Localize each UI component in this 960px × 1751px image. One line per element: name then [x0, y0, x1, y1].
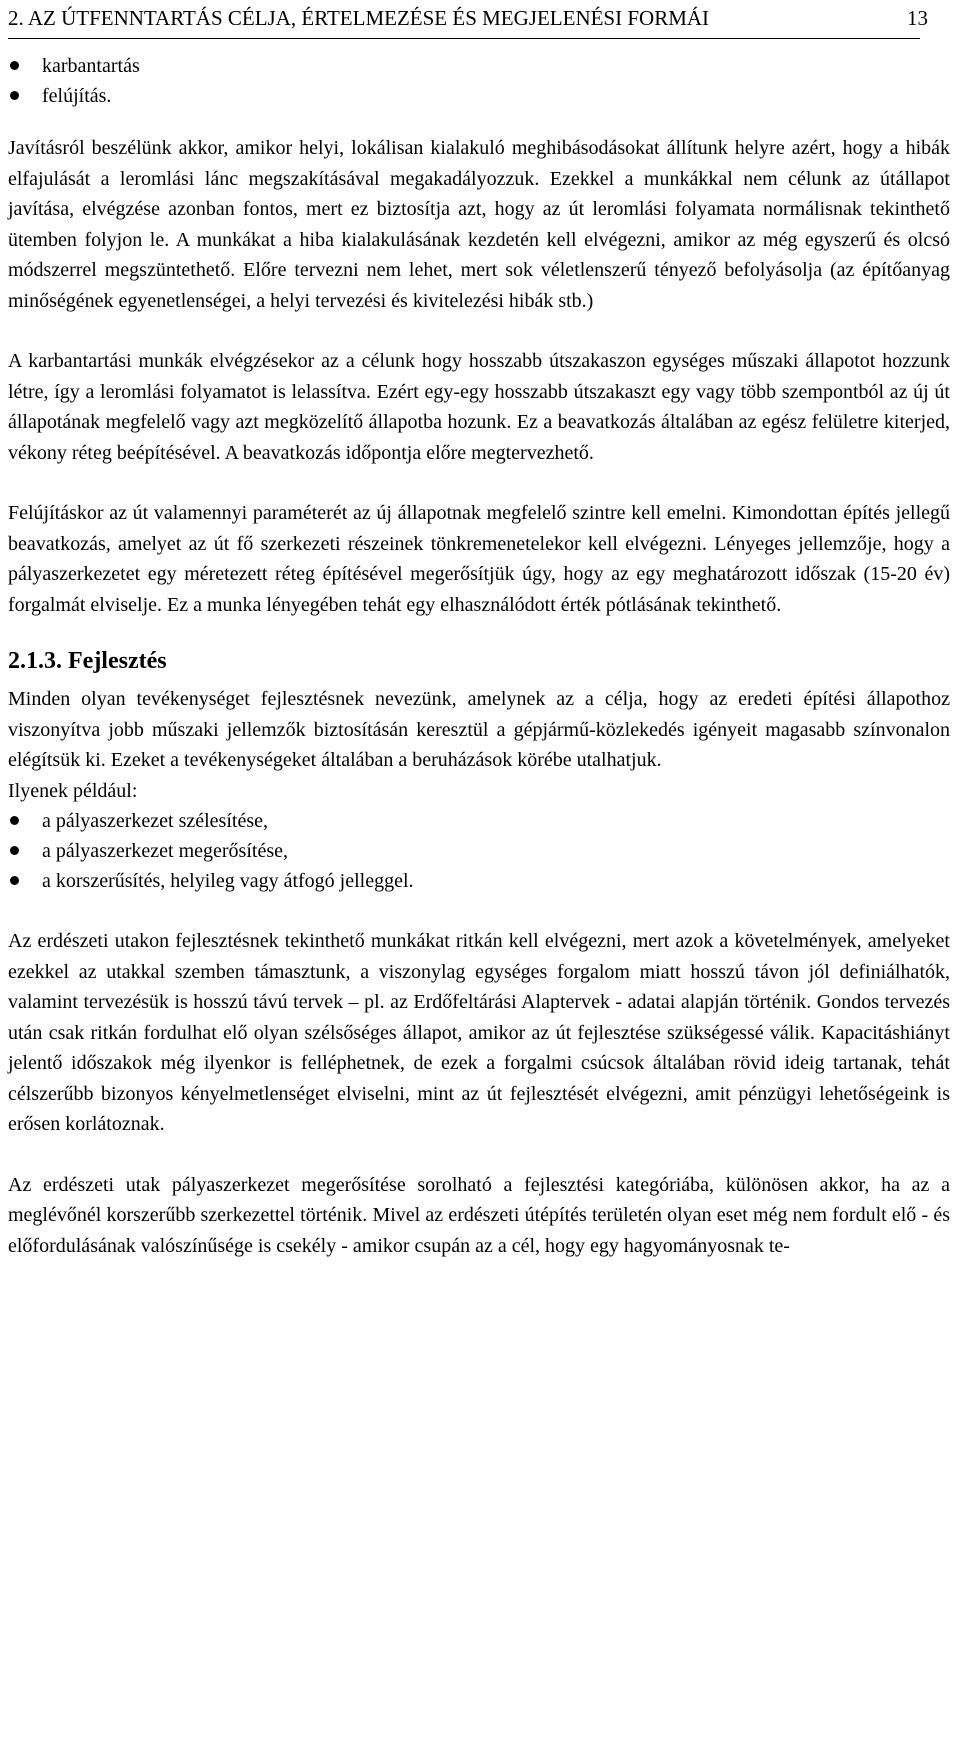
paragraph-erdeszeti-utak: Az erdészeti utakon fejlesztésnek tekinthető munkákat ritkán kell elvégezni, mert azok a követelmények, amelyeket ezekkel az utakkal szemben támasztunk, a viszonylag egységes forgalom miatt hosszú távon jól definiálhatók, valamint tervezésük is hosszú távú tervek – pl. az Erdőfeltárási Alaptervek - adatai alapján történik. Gondos tervezés után csak ritkán fordulhat elő olyan szélsőséges állapot, amikor az út fejlesztése szükségessé válik. Kapacitáshiányt jelentő időszakok még ilyenkor is felléphetnek, de ezek a forgalmi csúcsok általában rövid ideig tartanak, tehát célszerűbb bizonyos kényelmetlenséget elviselni, mint az út fejlesztését elvégezni, amit pénzügyi lehetőségeink is erősen korlátoznak. — [8, 930, 950, 1135]
list-item: karbantartás — [8, 51, 950, 81]
paragraph-karbantartas: A karbantartási munkák elvégzésekor az a célunk hogy hosszabb útszakaszon egységes műszaki állapotot hozzunk létre, így a leromlási folyamatot is lelassítva. Ezért egy-egy hosszabb útszakaszt egy vagy több szempontból az új út állapotának megfelelő vagy azt megközelítő állapotba hozunk. Ez a beavatkozás általában az egész felületre kiterjed, vékony réteg beépítésével. A beavatkozás időpontja előre megtervezhető. — [8, 350, 950, 464]
page-number: 13 — [907, 6, 928, 30]
paragraph-javitas: Javításról beszélünk akkor, amikor helyi, lokálisan kialakuló meghibásodásokat állítunk helyre azért, hogy a hibák elfajulását a leromlási lánc megszakításával megakadályozzuk. Ezekkel a munkákkal nem célunk az útállapot javítása, elvégzése azonban fontos, mert ez biztosítja azt, hogy az út leromlási folyamata normálisnak tekinthető ütemben folyjon le. A munkákat a hiba kialakulásának kezdetén kell elvégezni, amikor az még egyszerű és olcsó módszerrel megszüntethető. Előre tervezni nem lehet, mert sok véletlenszerű tényező befolyásolja (az építőanyag minőségének egyenetlenségei, a helyi tervezési és kivitelezési hibák stb.) — [8, 137, 950, 312]
list-item: a pályaszerkezet szélesítése, — [8, 806, 950, 836]
chapter-title: 2. AZ ÚTFENNTARTÁS CÉLJA, ÉRTELMEZÉSE ÉS MEGJELENÉSI FORMÁI — [8, 6, 710, 30]
list-item: a korszerűsítés, helyileg vagy átfogó jelleggel. — [8, 866, 950, 896]
examples-label: Ilyenek például: — [8, 779, 138, 802]
list-item: a pályaszerkezet megerősítése, — [8, 836, 950, 866]
maintenance-types-list — [8, 51, 950, 111]
paragraph-fejlesztes-intro: Minden olyan tevékenységet fejlesztésnek nevezünk, amelynek az a célja, hogy az eredeti építési állapothoz viszonyítva jobb műszaki jellemzők biztosításán keresztül a gépjármű-közlekedés igényeit magasabb színvonalon elégítsük ki. Ezeket a tevékenységeket általában a beruházások körébe utalhatjuk. — [8, 688, 950, 771]
development-examples-list — [8, 806, 950, 896]
list-item: felújítás. — [8, 81, 950, 111]
section-heading: 2.1.3. Fejlesztés — [8, 648, 167, 674]
running-header — [8, 0, 928, 39]
paragraph-felujitas: Felújításkor az út valamennyi paraméterét az új állapotnak megfelelő szintre kell emelni. Kimondottan építés jellegű beavatkozás, amelyet az út fő szerkezeti részeinek tönkremenetelekor kell elvégezni. Lényeges jellemzője, hogy a pályaszerkezetet egy méretezett réteg építésével megerősítjük úgy, hogy az egy meghatározott időszak (15-20 év) forgalmát elviselje. Ez a munka lényegében tehát egy elhasználódott érték pótlásának tekinthető. — [8, 502, 950, 616]
paragraph-megerosites: Az erdészeti utak pályaszerkezet megerősítése sorolható a fejlesztési kategóriába, különösen akkor, ha az a meglévőnél korszerűbb szerkezettel történik. Mivel az erdészeti útépítés területén olyan eset még nem fordult elő - és előfordulásának valószínűsége is csekély - amikor csupán az a cél, hogy egy hagyományosnak te- — [8, 1173, 950, 1257]
